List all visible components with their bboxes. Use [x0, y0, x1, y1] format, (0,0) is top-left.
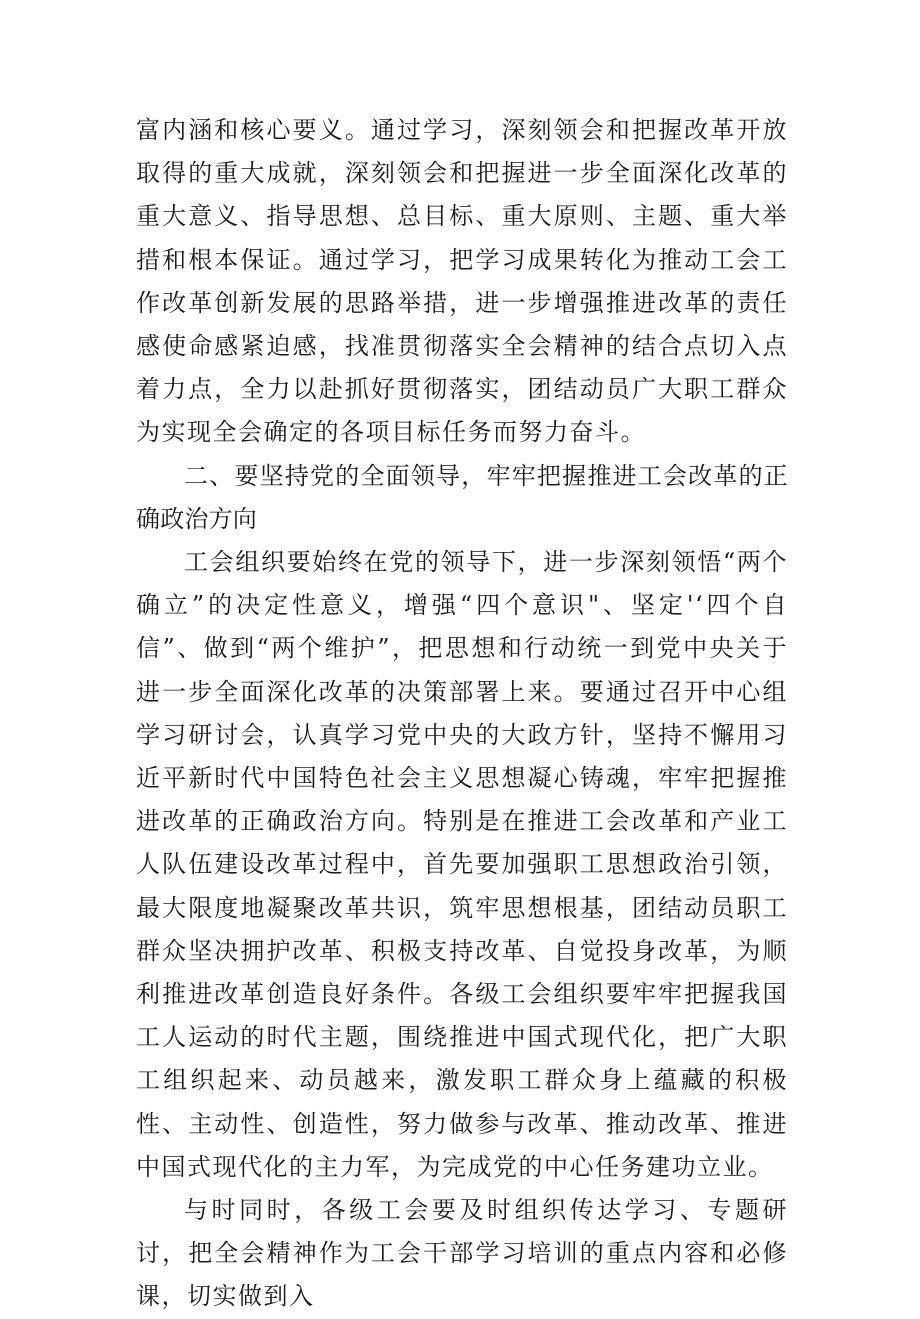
body-paragraph: 工会组织要始终在党的领导下，进一步深刻领悟“两个确立”的决定性意义，增强“四个意识"、坚定'‘四个自信”、做到“两个维护”，把思想和行动统一到党中央关于进一步全面深化改革的决策部署上来。要通过召开中心组学习研讨会，认真学习党中央的大政方针，坚持不懈用习近平新时代中国特色社会主义思想凝心铸魂，牢牢把握推进改革的正确政治方向。特别是在推进工会改革和产业工人队伍建设改革过程中，首先要加强职工思想政治引领，最大限度地凝聚改革共识，筑牢思想根基，团结动员职工群众坚决拥护改革、积极支持改革、自觉投身改革，为顺利推进改革创造良好条件。各级工会组织要牢牢把握我国工人运动的时代主题，围绕推进中国式现代化，把广大职工组织起来、动员越来，激发职工群众身上蕴藏的积极性、主动性、创造性，努力做参与改革、推动改革、推进中国式现代化的主力军，为完成党的中心任务建功立业。	[136, 548, 788, 1181]
paragraph-continued: 富内涵和核心要义。通过学习，深刻领会和把握改革开放取得的重大成就，深刻领会和把握进一步全面深化改革的重大意义、指导思想、总目标、重大原则、主题、重大举措和根本保证。通过学习，把学习成果转化为推动工会工作改革创新发展的思路举措，进一步增强推进改革的责任感使命感紧迫感，找准贯彻落实全会精神的结合点切入点着力点，全力以赴抓好贯彻落实，团结动员广大职工群众为实现全会确定的各项目标任务而努力奋斗。	[136, 116, 788, 447]
body-paragraph: 与时同时，各级工会要及时组织传达学习、专题研讨，把全会精神作为工会干部学习培训的重点内容和必修课，切实做到入	[136, 1196, 788, 1311]
section-heading: 二、要坚持党的全面领导，牢牢把握推进工会改革的正确政治方向	[136, 461, 788, 533]
document-body	[136, 109, 788, 1319]
